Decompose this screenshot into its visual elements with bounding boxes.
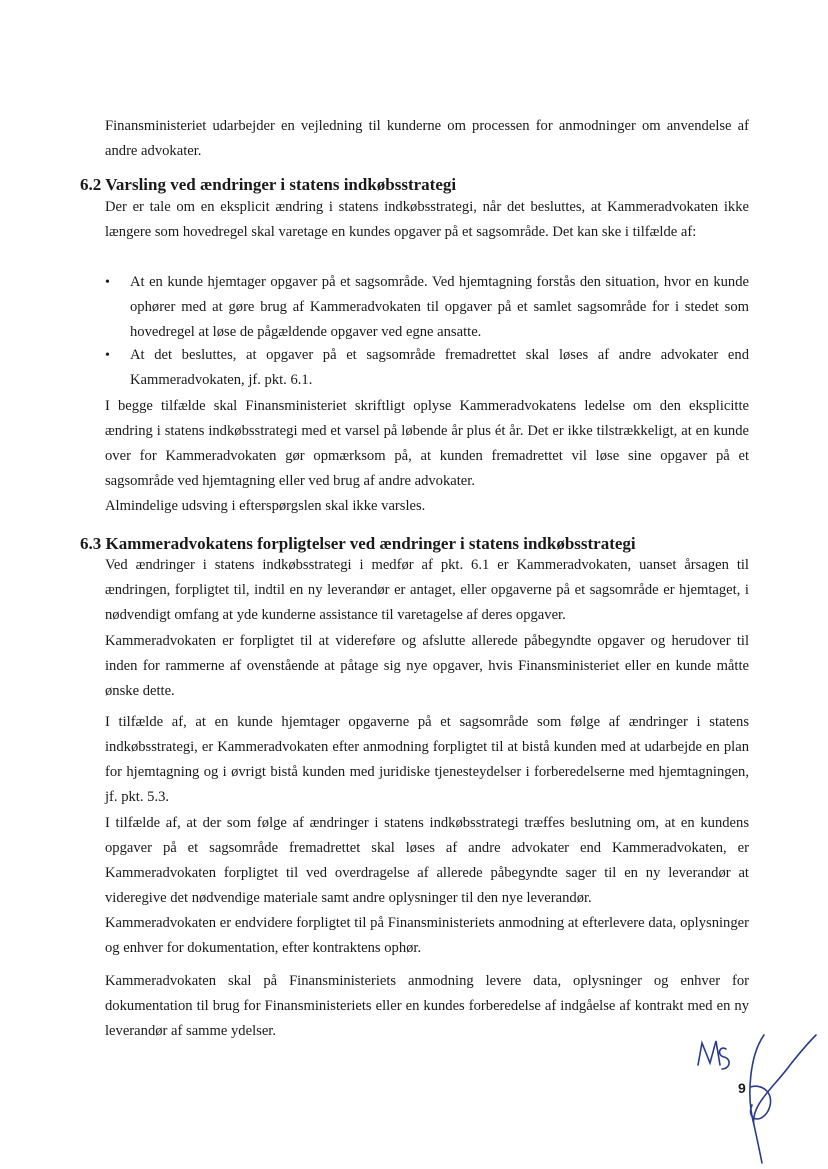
- section-6-2-bullet-1: At en kunde hjemtager opgaver på et sagsområde. Ved hjemtagning forstås den situation, hvor en kunde ophører med at gøre brug af Kammeradvokaten til opgaver på et samlet sagsområde for i stedet som hovedregel at løse de pågældende opgaver ved egne ansatte.: [130, 274, 749, 340]
- signature-initials-mark: [680, 1025, 820, 1165]
- intro-paragraph: Finansministeriet udarbejder en vejledning til kunderne om processen for anmodninger om anvendelse af andre advokater.: [105, 118, 749, 159]
- initials-ms-stroke: [698, 1041, 729, 1069]
- section-6-3-paragraph-1: Ved ændringer i statens indkøbsstrategi i medfør af pkt. 6.1 er Kammeradvokaten, uanset årsagen til ændringen, forpligtet til, indtil en ny leverandør er antaget, eller opgaverne på et sagsområde er hjemtaget, i nødvendigt omfang at yde kunderne assistance til varetagelse af deres opgaver.: [105, 557, 749, 623]
- section-6-2-heading: 6.2 Varsling ved ændringer i statens indkøbsstrategi: [80, 175, 457, 194]
- bullet-marker: •: [105, 348, 110, 363]
- signature-stroke: [750, 1035, 816, 1163]
- section-6-3-paragraph-5: Kammeradvokaten er endvidere forpligtet til på Finansministeriets anmodning at efterlevere data, oplysninger og enhver for dokumentation, efter kontraktens ophør.: [105, 915, 749, 956]
- page-number: 9: [738, 1080, 746, 1096]
- section-6-2-paragraph-2: I begge tilfælde skal Finansministeriet skriftligt oplyse Kammeradvokatens ledelse om den eksplicitte ændring i statens indkøbsstrategi med et varsel på løbende år plus ét år. Det er ikke tilstrækkeligt, at en kunde over for Kammeradvokaten gør opmærksom på, at kunden fremadrettet vil løse sine opgaver på et sagsområde ved hjemtagning eller ved brug af andre advokater.: [105, 398, 749, 489]
- section-6-3-paragraph-2: Kammeradvokaten er forpligtet til at videreføre og afslutte allerede påbegyndte opgaver og herudover til inden for rammerne af ovenstående at påtage sig nye opgaver, hvis Finansministeriet eller en kunde måtte ønske dette.: [105, 633, 749, 699]
- section-6-3-heading: 6.3 Kammeradvokatens forpligtelser ved ændringer i statens indkøbsstrategi: [80, 534, 636, 553]
- bullet-marker: •: [105, 275, 110, 290]
- section-6-3-paragraph-4: I tilfælde af, at der som følge af ændringer i statens indkøbsstrategi træffes beslutning om, at en kundens opgaver på et sagsområde fremadrettet skal løses af andre advokater end Kammeradvokaten, er Kammeradvokaten forpligtet til ved overdragelse af allerede påbegyndte sager til en ny leverandør at videregive det nødvendige materiale samt andre oplysninger til den nye leverandør.: [105, 815, 749, 906]
- section-6-2-paragraph-3: Almindelige udsving i efterspørgslen skal ikke varsles.: [105, 498, 426, 514]
- section-6-3-paragraph-3: I tilfælde af, at en kunde hjemtager opgaverne på et sagsområde som følge af ændringer i statens indkøbsstrategi, er Kammeradvokaten efter anmodning forpligtet til at bistå kunden med at udarbejde en plan for hjemtagning og i øvrigt bistå kunden med juridiske tjenesteydelser i forberedelserne med hjemtagningen, jf. pkt. 5.3.: [105, 714, 749, 805]
- section-6-3-paragraph-6: Kammeradvokaten skal på Finansministeriets anmodning levere data, oplysninger og enhver for dokumentation til brug for Finansministeriets eller en kundes forberedelse af indgåelse af kontrakt med en ny leverandør af samme ydelser.: [105, 973, 749, 1039]
- section-6-2-bullet-2: At det besluttes, at opgaver på et sagsområde fremadrettet skal løses af andre advokater end Kammeradvokaten, jf. pkt. 6.1.: [130, 347, 749, 388]
- section-6-2-paragraph-1: Der er tale om en eksplicit ændring i statens indkøbsstrategi, når det besluttes, at Kammeradvokaten ikke længere som hovedregel skal varetage en kundes opgaver på et sagsområde. Det kan ske i tilfælde af:: [105, 199, 749, 240]
